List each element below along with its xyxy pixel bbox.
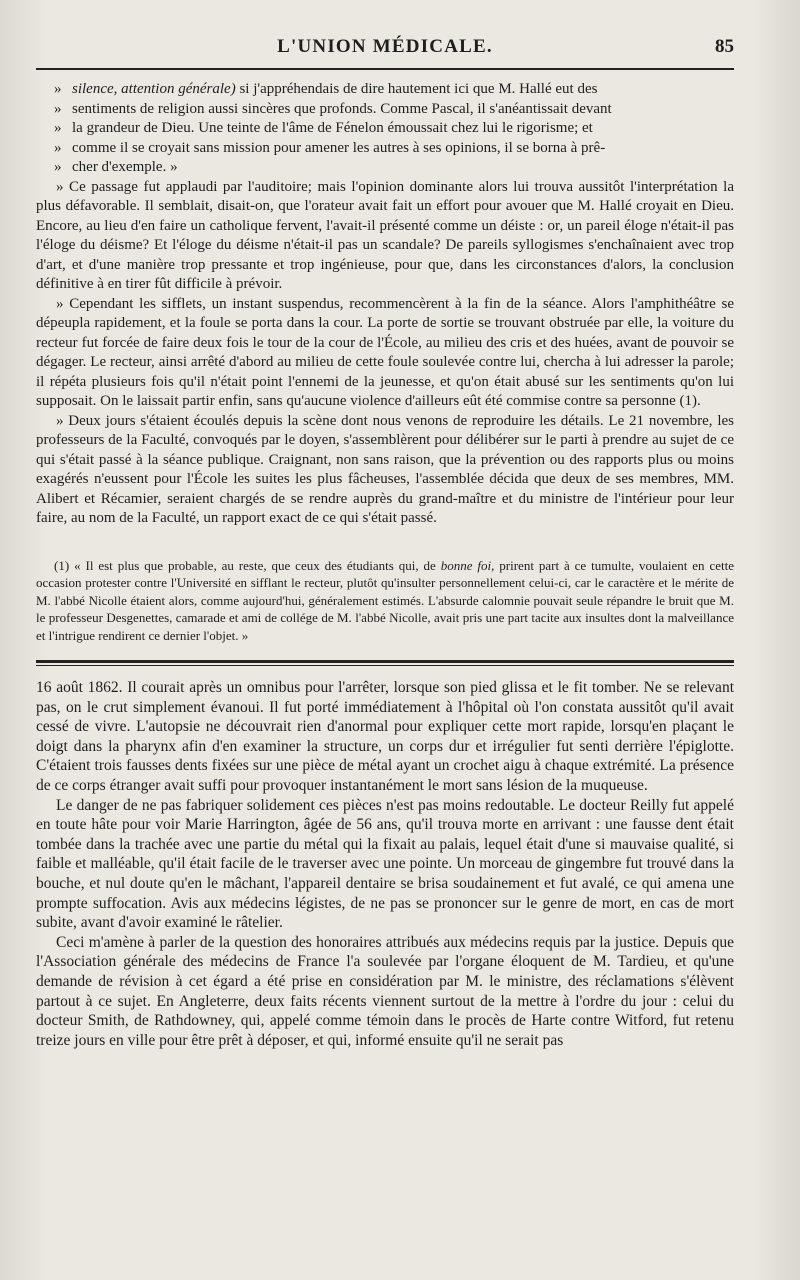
page-header: [36, 30, 734, 64]
page-number: 85: [715, 36, 734, 57]
footnote: [36, 557, 734, 645]
feuilleton-paragraph: Ceci m'amène à parler de la question des honoraires attribués aux médecins requis par la justice. Depuis que l'Association générale des médecins de France l'a soulevée par l'organe éloquent de M. Tardieu, et qu'une demande de révision à cet égard a été prise en considération par M. le ministre, des réclamations s'élèvent partout à ce sujet. En Angleterre, deux faits récents viennent surtout de la mettre à l'ordre du jour : celui du docteur Smith, de Rathdowney, qui, appelé comme témoin dans le procès de Harte contre Witford, fut retenu treize jours en ville pour être prêt à déposer, et qui, informé ensuite qu'il ne serait pas: [36, 933, 734, 1049]
article-paragraph: » Cependant les sifflets, un instant suspendus, recommencèrent à la fin de la séance. Alors l'amphithéâtre se dépeupla rapidement, et la foule se porta dans la cour. La porte de sortie se trouvant obstruée par elle, la voiture du recteur fut forcée de faire deux fois le tour de la cour de l'École, au milieu des cris et des huées, avant de pouvoir se dégager. Le recteur, ainsi arrêté d'abord au milieu de cette foule soulevée contre lui, chercha à lui adresser la parole; il répéta plusieurs fois qu'il n'était point l'ennemi de la jeunesse, et qu'on était abusé sur les sentiments qu'on lui supposait. On le laissait partir enfin, sans qu'aucune violence d'ailleurs eût été commise contre sa personne (1).: [36, 295, 734, 409]
footnote-text: (1) « Il est plus que probable, au reste, que ceux des étudiants qui, de bonne foi, prirent part à ce tumulte, voulaient en cette occasion protester contre l'Université en sifflant le recteur, plutôt qu'insulter personnellement celui-ci, car le caractère et le mérite de M. l'abbé Nicolle étaient alors, comme aujourd'hui, généralement estimés. L'absurde calomnie pouvait seule répandre le bruit que M. le professeur Desgenettes, camarade et ami de collége de M. l'abbé Nicolle, avait pris une part tacite aux insultes dont la malveillance et l'intrigue rendirent ce dernier l'objet. »: [36, 557, 735, 643]
quote-line: » la grandeur de Dieu. Une teinte de l'âme de Fénelon émoussait chez lui le rigorisme; et: [54, 120, 593, 136]
feuilleton-paragraph: Le danger de ne pas fabriquer solidement ces pièces n'est pas moins redoutable. Le docteur Reilly fut appelé en toute hâte pour voir Marie Harrington, âgée de 56 ans, qu'il trouva morte en arrivant : une fausse dent était tombée dans la trachée avec une partie du métal qui la fixait au palais, lequel était d'une si mauvaise qualité, si faible et malléable, qu'il était facile de le traverser avec une pointe. Un morceau de gingembre fut trouvé dans la bouche, et nul doute qu'en le mâchant, l'appareil dentaire se brisa soudainement et fut avalé, ce qui amena une prompte suffocation. Avis aux médecins légistes, de ne pas se prononcer sur le genre de mort, en cas de mort subite, avant d'avoir examiné le râtelier.: [36, 796, 734, 932]
article-body: [36, 80, 734, 529]
article-paragraph: » Ce passage fut applaudi par l'auditoire; mais l'opinion dominante alors lui trouva aussitôt l'interprétation la plus défavorable. Il semblait, disait-on, que l'orateur avait fait un effort pour avouer que M. Hallé croyait en Dieu. Encore, au lieu d'en faire un catholique fervent, l'avait-il présenté comme un déiste : or, un pareil éloge n'était-il pas l'éloge du déisme? Et l'éloge du déisme n'était-il pas un scandale? De pareils syllogismes s'enchaînaient avec trop d'art, et d'une manière trop pressante et trop ingénieuse, pour que, dans les circonstances d'alors, la conclusion définitive à en tirer fût difficile à prévoir.: [36, 178, 734, 292]
quote-line: » comme il se croyait sans mission pour amener les autres à ses opinions, il se borna à prê-: [54, 139, 606, 156]
article-paragraph: » Deux jours s'étaient écoulés depuis la scène dont nous venons de reproduire les détails. Le 21 novembre, les professeurs de la Faculté, convoqués par le doyen, s'assemblèrent pour délibérer sur le parti à prendre au sujet de ce qui s'était passé à la séance publique. Craignant, non sans raison, que la prévention ou des rapports plus ou moins exagérés n'eussent pour l'École les suites les plus fâcheuses, l'assemblée décida que deux de ses membres, MM. Alibert et Récamier, seraient chargés de se rendre auprès du grand-maître et du ministre de l'intérieur pour leur faire, au nom de la Faculté, un rapport exact de ce qui s'était passé.: [36, 412, 734, 526]
quote-line: » cher d'exemple. »: [54, 159, 178, 175]
running-title: L'UNION MÉDICALE.: [277, 36, 493, 57]
quote-line: » silence, attention générale) si j'appréhendais de dire hautement ici que M. Hallé eut des: [54, 81, 598, 97]
feuilleton-paragraph: 16 août 1862. Il courait après un omnibus pour l'arrêter, lorsque son pied glissa et le fit tomber. Ne se relevant pas, on le crut simplement évanoui. Il fut porté immédiatement à l'hôpital où l'on constata aussitôt qu'il avait cessé de vivre. L'autopsie ne découvrait rien d'anormal pour expliquer cette mort rapide, lorsqu'en plaçant le doigt dans la pharynx afin d'en examiner la structure, un corps dur et irrégulier fut senti derrière l'épiglotte. C'étaient trois fausses dents fixées sur une pièce de métal ayant un crochet aigu à chaque extrémité. La présence de ce corps étranger avait suffi pour provoquer instantanément le mort sans lésion de la muqueuse.: [36, 679, 734, 794]
quote-line: » sentiments de religion aussi sincères que profonds. Comme Pascal, il s'anéantissait devant: [54, 100, 612, 117]
header-rule: [36, 68, 734, 70]
feuilleton-body: [36, 678, 734, 1050]
feuilleton-separator-rule: [36, 660, 734, 666]
